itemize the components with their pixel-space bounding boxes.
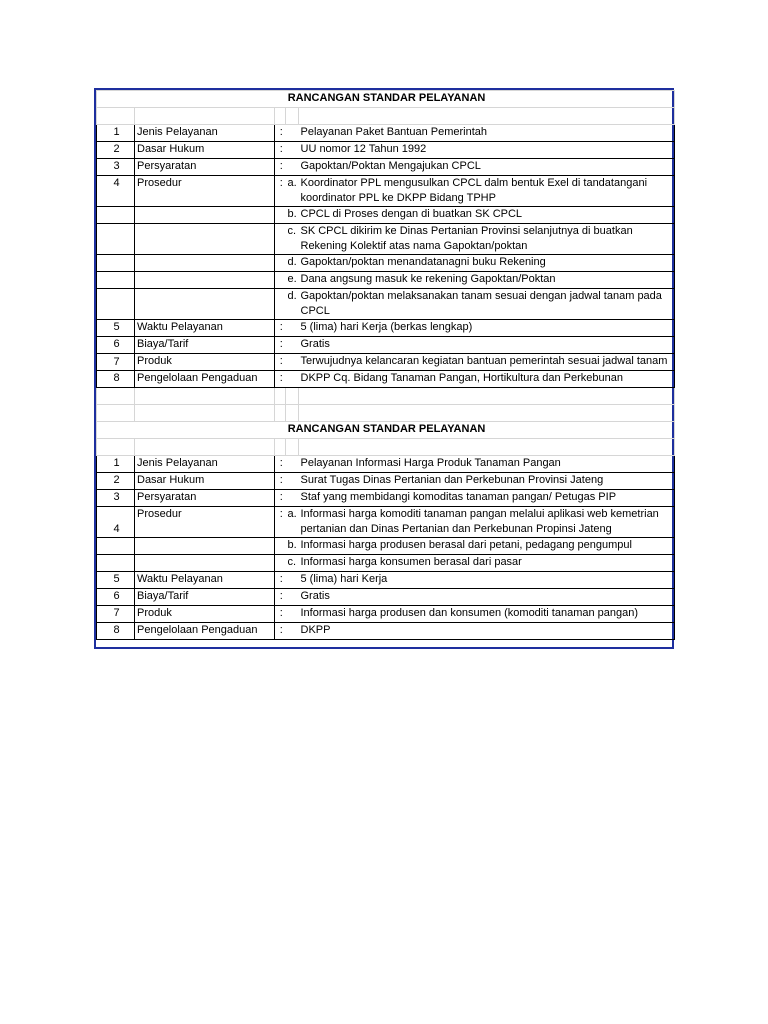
blank-row — [97, 439, 675, 456]
row-value: Pelayanan Informasi Harga Produk Tanaman Pangan — [299, 456, 675, 473]
row-sub — [286, 337, 299, 354]
table-row — [97, 289, 675, 320]
row-colon: : — [275, 473, 286, 490]
table-row — [97, 555, 675, 572]
row-colon: : — [275, 623, 286, 640]
row-sub — [286, 125, 299, 142]
table-row — [97, 354, 675, 371]
table-row — [97, 456, 675, 473]
row-value: Dana angsung masuk ke rekening Gapoktan/Poktan — [299, 272, 675, 289]
row-label: Dasar Hukum — [135, 142, 275, 159]
row-sub: e. — [286, 272, 299, 289]
row-number: 1 — [97, 456, 135, 473]
row-colon — [275, 289, 286, 320]
row-value: Surat Tugas Dinas Pertanian dan Perkebunan Provinsi Jateng — [299, 473, 675, 490]
row-number — [97, 538, 135, 555]
row-sub — [286, 572, 299, 589]
row-number: 6 — [97, 589, 135, 606]
table-row — [97, 176, 675, 207]
row-sub: d. — [286, 255, 299, 272]
row-number: 2 — [97, 473, 135, 490]
row-number: 4 — [97, 507, 135, 538]
blank-row — [97, 405, 675, 422]
table-row — [97, 159, 675, 176]
row-label: Pengelolaan Pengaduan — [135, 371, 275, 388]
row-number — [97, 224, 135, 255]
row-sub — [286, 490, 299, 507]
row-colon: : — [275, 572, 286, 589]
row-number: 7 — [97, 606, 135, 623]
row-label: Produk — [135, 606, 275, 623]
row-colon: : — [275, 176, 286, 207]
row-colon: : — [275, 490, 286, 507]
row-sub: d. — [286, 289, 299, 320]
row-label — [135, 538, 275, 555]
row-label: Biaya/Tarif — [135, 337, 275, 354]
table-row — [97, 623, 675, 640]
row-label: Jenis Pelayanan — [135, 456, 275, 473]
row-value: Terwujudnya kelancaran kegiatan bantuan pemerintah sesuai jadwal tanam — [299, 354, 675, 371]
row-sub — [286, 606, 299, 623]
row-label: Persyaratan — [135, 159, 275, 176]
row-label: Persyaratan — [135, 490, 275, 507]
row-number: 8 — [97, 371, 135, 388]
row-colon — [275, 255, 286, 272]
row-sub — [286, 589, 299, 606]
section2-title: RANCANGAN STANDAR PELAYANAN — [97, 422, 675, 439]
row-number: 2 — [97, 142, 135, 159]
row-value: UU nomor 12 Tahun 1992 — [299, 142, 675, 159]
row-label — [135, 289, 275, 320]
row-value: Informasi harga konsumen berasal dari pasar — [299, 555, 675, 572]
row-colon: : — [275, 456, 286, 473]
row-colon — [275, 538, 286, 555]
row-label — [135, 272, 275, 289]
table-row — [97, 142, 675, 159]
row-sub — [286, 159, 299, 176]
row-colon: : — [275, 354, 286, 371]
row-value: Staf yang membidangi komoditas tanaman pangan/ Petugas PIP — [299, 490, 675, 507]
row-value: Gapoktan/poktan menandatanagni buku Rekening — [299, 255, 675, 272]
row-number: 3 — [97, 490, 135, 507]
row-colon: : — [275, 589, 286, 606]
row-value: Gapoktan/Poktan Mengajukan CPCL — [299, 159, 675, 176]
row-colon — [275, 224, 286, 255]
row-number: 1 — [97, 125, 135, 142]
row-sub — [286, 456, 299, 473]
row-value: Koordinator PPL mengusulkan CPCL dalm bentuk Exel di tandatangani koordinator PPL ke DKPP Bidang TPHP — [299, 176, 675, 207]
blank-row — [97, 388, 675, 405]
row-colon: : — [275, 606, 286, 623]
row-value: Pelayanan Paket Bantuan Pemerintah — [299, 125, 675, 142]
table-row — [97, 490, 675, 507]
row-label: Prosedur — [135, 507, 275, 538]
row-label: Waktu Pelayanan — [135, 320, 275, 337]
row-colon: : — [275, 320, 286, 337]
row-sub: b. — [286, 538, 299, 555]
table-row — [97, 320, 675, 337]
row-label — [135, 555, 275, 572]
row-number — [97, 555, 135, 572]
row-sub — [286, 623, 299, 640]
row-value: Gapoktan/poktan melaksanakan tanam sesuai dengan jadwal tanam pada CPCL — [299, 289, 675, 320]
row-label — [135, 224, 275, 255]
row-label: Dasar Hukum — [135, 473, 275, 490]
row-value: Informasi harga komoditi tanaman pangan melalui aplikasi web kemetrian pertanian dan Dinas Pertanian dan Perkebunan Propinsi Jateng — [299, 507, 675, 538]
row-colon: : — [275, 507, 286, 538]
section1-title-row — [97, 91, 675, 108]
row-value: CPCL di Proses dengan di buatkan SK CPCL — [299, 207, 675, 224]
table-row — [97, 337, 675, 354]
row-sub — [286, 354, 299, 371]
row-value: Gratis — [299, 337, 675, 354]
row-label: Biaya/Tarif — [135, 589, 275, 606]
row-value: DKPP — [299, 623, 675, 640]
row-label: Produk — [135, 354, 275, 371]
row-number: 5 — [97, 320, 135, 337]
table-row — [97, 255, 675, 272]
row-number: 6 — [97, 337, 135, 354]
table-row — [97, 125, 675, 142]
row-label — [135, 207, 275, 224]
section2-title-row — [97, 422, 675, 439]
table-row — [97, 272, 675, 289]
row-value: 5 (lima) hari Kerja — [299, 572, 675, 589]
row-label: Jenis Pelayanan — [135, 125, 275, 142]
row-colon: : — [275, 371, 286, 388]
row-colon — [275, 272, 286, 289]
row-number: 5 — [97, 572, 135, 589]
row-label: Pengelolaan Pengaduan — [135, 623, 275, 640]
row-sub — [286, 320, 299, 337]
row-colon: : — [275, 142, 286, 159]
row-sub: c. — [286, 224, 299, 255]
row-colon: : — [275, 337, 286, 354]
row-sub — [286, 142, 299, 159]
row-colon: : — [275, 125, 286, 142]
table-row — [97, 224, 675, 255]
row-label: Waktu Pelayanan — [135, 572, 275, 589]
row-value: Gratis — [299, 589, 675, 606]
row-number — [97, 272, 135, 289]
row-value: Informasi harga produsen berasal dari petani, pedagang pengumpul — [299, 538, 675, 555]
row-label: Prosedur — [135, 176, 275, 207]
row-colon — [275, 555, 286, 572]
row-number — [97, 289, 135, 320]
row-number — [97, 207, 135, 224]
row-value: SK CPCL dikirim ke Dinas Pertanian Provinsi selanjutnya di buatkan Rekening Kolektif atas nama Gapoktan/poktan — [299, 224, 675, 255]
table-row — [97, 589, 675, 606]
service-standard-table — [96, 90, 675, 640]
row-sub: b. — [286, 207, 299, 224]
row-sub — [286, 371, 299, 388]
table-row — [97, 606, 675, 623]
table-row — [97, 507, 675, 538]
row-value: 5 (lima) hari Kerja (berkas lengkap) — [299, 320, 675, 337]
row-colon — [275, 207, 286, 224]
table-row — [97, 572, 675, 589]
row-number: 3 — [97, 159, 135, 176]
row-number: 7 — [97, 354, 135, 371]
table-row — [97, 538, 675, 555]
row-number: 8 — [97, 623, 135, 640]
table-row — [97, 207, 675, 224]
blank-row — [97, 108, 675, 125]
row-label — [135, 255, 275, 272]
section1-title: RANCANGAN STANDAR PELAYANAN — [97, 91, 675, 108]
table-row — [97, 371, 675, 388]
row-value: DKPP Cq. Bidang Tanaman Pangan, Hortikultura dan Perkebunan — [299, 371, 675, 388]
row-colon: : — [275, 159, 286, 176]
row-sub: a. — [286, 176, 299, 207]
row-number — [97, 255, 135, 272]
row-sub — [286, 473, 299, 490]
row-value: Informasi harga produsen dan konsumen (komoditi tanaman pangan) — [299, 606, 675, 623]
row-sub: c. — [286, 555, 299, 572]
row-sub: a. — [286, 507, 299, 538]
row-number: 4 — [97, 176, 135, 207]
table-row — [97, 473, 675, 490]
